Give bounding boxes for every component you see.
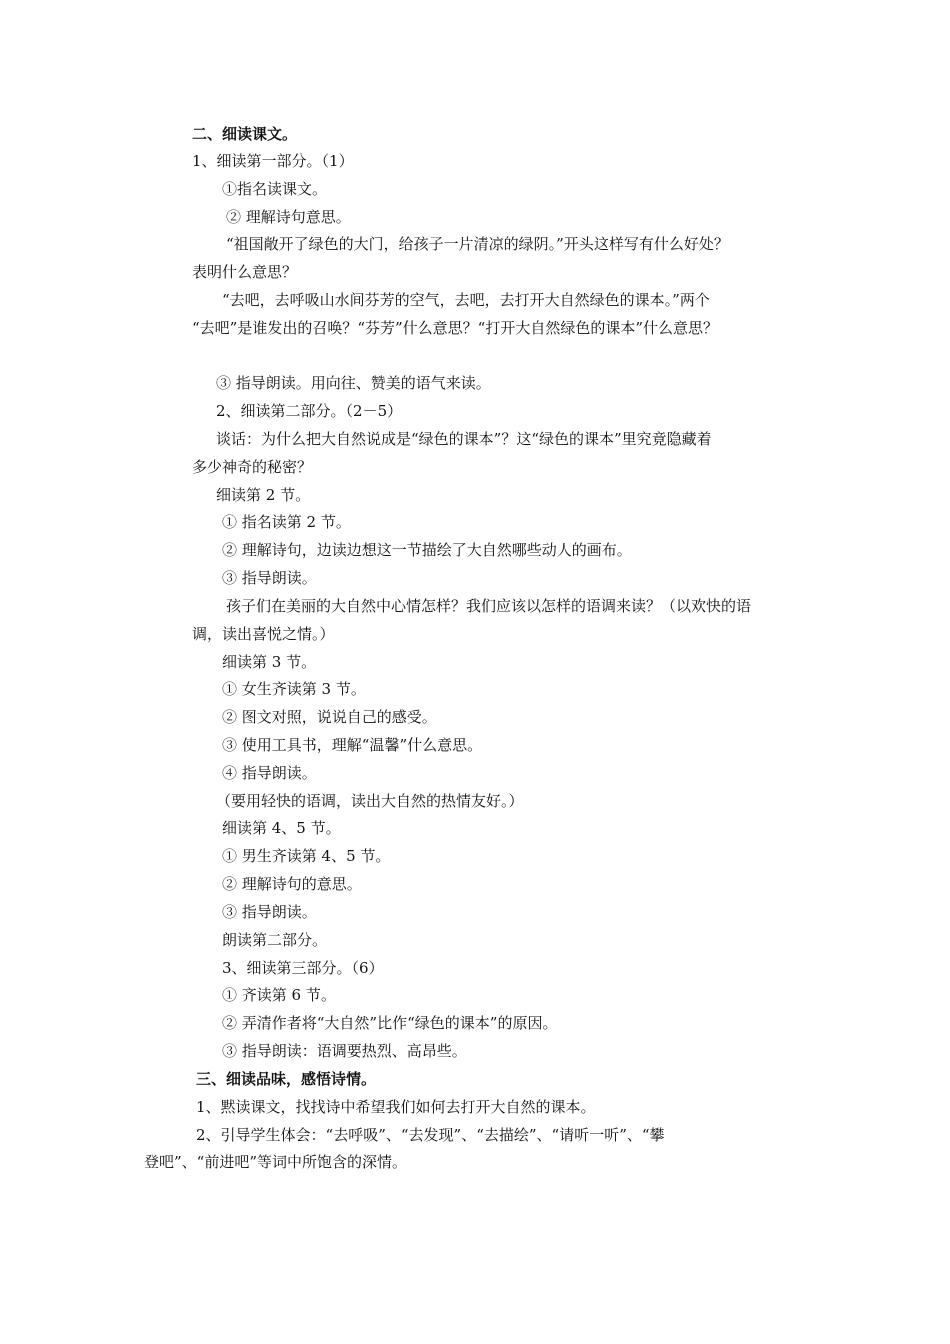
text-line: 孩子们在美丽的大自然中心情怎样？我们应该以怎样的语调来读？（以欢快的语 <box>226 597 752 615</box>
text-line: “去吧”是谁发出的召唤？“芬芳”什么意思？“打开大自然绿色的课本”什么意思？ <box>192 319 719 337</box>
text-line: “祖国敞开了绿色的大门，给孩子一片清凉的绿阴。”开头这样写有什么好处？ <box>226 235 729 253</box>
section-heading-2: 二、细读课文。 <box>192 125 298 143</box>
text-line: ① 齐读第 6 节。 <box>222 986 336 1004</box>
text-line: ② 理解诗句，边读边想这一节描绘了大自然哪些动人的画布。 <box>222 541 632 559</box>
text-line: ③ 指导朗读。用向往、赞美的语气来读。 <box>216 374 491 392</box>
text-line: ④ 指导朗读。 <box>222 764 317 782</box>
text-line: ② 理解诗句的意思。 <box>222 875 362 893</box>
text-line: ② 理解诗句意思。 <box>226 208 351 226</box>
text-line: （要用轻快的语调，读出大自然的热情友好。） <box>216 792 524 810</box>
text-line: 登吧”、“前进吧”等词中所饱含的深情。 <box>144 1153 408 1171</box>
text-line: ③ 指导朗读。 <box>222 569 317 587</box>
text-line: 细读第 2 节。 <box>216 486 311 504</box>
text-line: ② 弄清作者将“大自然”比作“绿色的课本”的原因。 <box>222 1014 558 1032</box>
step-2-heading: 2、细读第二部分。（2－5） <box>216 402 403 420</box>
text-line: 表明什么意思？ <box>192 263 298 281</box>
text-line: 朗读第二部分。 <box>222 931 328 949</box>
text-line: 2、引导学生体会：“去呼吸”、“去发现”、“去描绘”、“请听一听”、“攀 <box>196 1126 665 1144</box>
text-line: 细读第 4、5 节。 <box>222 819 341 837</box>
step-3-heading: 3、细读第三部分。（6） <box>222 959 384 977</box>
text-line: ① 女生齐读第 3 节。 <box>222 680 366 698</box>
text-line: ① 男生齐读第 4、5 节。 <box>222 847 391 865</box>
text-line: ③ 指导朗读：语调要热烈、高昂些。 <box>222 1042 467 1060</box>
text-line: ③ 指导朗读。 <box>222 903 317 921</box>
text-line: 调，读出喜悦之情。） <box>192 625 335 643</box>
text-line: 1、黙读课文，找找诗中希望我们如何去打开大自然的课本。 <box>196 1098 596 1116</box>
section-heading-3: 三、细读品味，感悟诗情。 <box>196 1070 377 1088</box>
text-line: ② 图文对照，说说自己的感受。 <box>222 708 437 726</box>
text-line: ①指名读课文。 <box>222 180 328 198</box>
text-line: ① 指名读第 2 节。 <box>222 513 351 531</box>
text-line: 谈话：为什么把大自然说成是“绿色的课本”？这“绿色的课本”里究竟隐藏着 <box>216 430 712 448</box>
text-line: 多少神奇的秘密？ <box>192 458 313 476</box>
step-1-heading: 1、细读第一部分。（1） <box>192 152 354 170</box>
text-line: 细读第 3 节。 <box>222 653 317 671</box>
text-line: “去吧，去呼吸山水间芬芳的空气，去吧，去打开大自然绿色的课本。”两个 <box>222 291 710 309</box>
text-line: ③ 使用工具书，理解“温馨”什么意思。 <box>222 736 483 754</box>
